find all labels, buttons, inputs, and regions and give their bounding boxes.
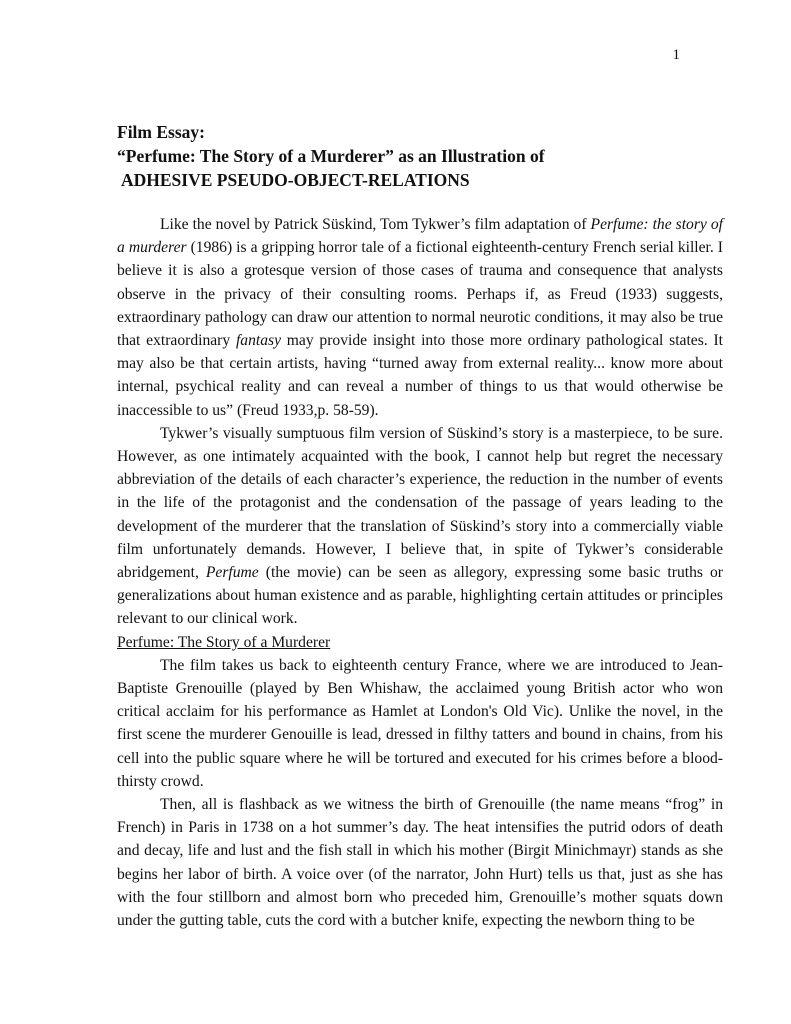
- paragraph-text: Tykwer’s visually sumptuous film version of Süskind’s story is a masterpiece, to be sure. However, as one intimately acquainted with the book, I cannot help but regret the necessary abbreviation of the details of each character’s experience, the reduction in the number of events in the life of the protagonist and the condensation of the passage of years leading to the development of the murderer that the translation of Süskind’s story into a commercially viable film unfortunately demands. However, I believe that, in spite of Tykwer’s considerable abridgement,: [117, 424, 723, 582]
- paragraph-intro: [117, 213, 723, 422]
- page-number: 1: [672, 47, 680, 63]
- paragraph-film-version: [117, 422, 723, 631]
- essay-title-block: [117, 120, 727, 192]
- italic-film-title: Perfume: [205, 564, 259, 582]
- essay-subtitle: ADHESIVE PSEUDO-OBJECT-RELATIONS: [121, 170, 470, 190]
- italic-word: fantasy: [235, 332, 281, 350]
- italic-book-title: Perfume: the story of a murderer: [117, 216, 723, 257]
- paragraph-text: (the movie) can be seen as allegory, expressing some basic truths or generalizations about human existence and as parable, highlighting certain attitudes or principles relevant to our clinical work.: [117, 564, 723, 628]
- paragraph-flashback: Then, all is flashback as we witness the birth of Grenouille (the name means “frog” in French) in Paris in 1738 on a hot summer’s day. The heat intensifies the putrid odors of death and decay, life and lust and the fish stall in which his mother (Birgit Minichmayr) stands as she begins her labor of birth. A voice over (of the narrator, John Hurt) tells us that, just as she has with the four stillborn and almost born who preceded him, Grenouille’s mother squats down under the gutting table, cuts the cord with a butcher knife, expecting the newborn thing to be: [117, 796, 723, 930]
- paragraph-text: Like the novel by Patrick Süskind, Tom Tykwer’s film adaptation of: [160, 216, 591, 233]
- essay-title: “Perfume: The Story of a Murderer” as an Illustration of: [117, 146, 545, 166]
- paragraph-opening-scene: The film takes us back to eighteenth century France, where we are introduced to Jean-Baptiste Grenouille (played by Ben Whishaw, the acclaimed young British actor who won critical acclaim for his performance as Hamlet at London's Old Vic). Unlike the novel, in the first scene the murderer Genouille is lead, dressed in filthy tatters and bound in chains, from his cell into the public square where he will be tortured and executed for his crimes before a blood-thirsty crowd.: [117, 656, 723, 790]
- essay-label: Film Essay:: [117, 122, 205, 142]
- paragraph-text: (1986) is a gripping horror tale of a fictional eighteenth-century French serial killer. I believe it is also a grotesque version of those cases of trauma and consequence that analysts observe in the privacy of their consulting rooms. Perhaps if, as Freud (1933) suggests, extraordinary pathology can draw our attention to normal neurotic conditions, it may also be true that extraordinary: [117, 239, 723, 350]
- section-heading: Perfume: The Story of a Murderer: [117, 633, 331, 651]
- essay-body: [117, 213, 723, 932]
- paragraph-text: may provide insight into those more ordinary pathological states. It may also be that certain artists, having “turned away from external reality... know more about internal, psychical reality and can reveal a number of things to us that would otherwise be inaccessible to us” (Freud 1933,p. 58-59).: [117, 332, 723, 419]
